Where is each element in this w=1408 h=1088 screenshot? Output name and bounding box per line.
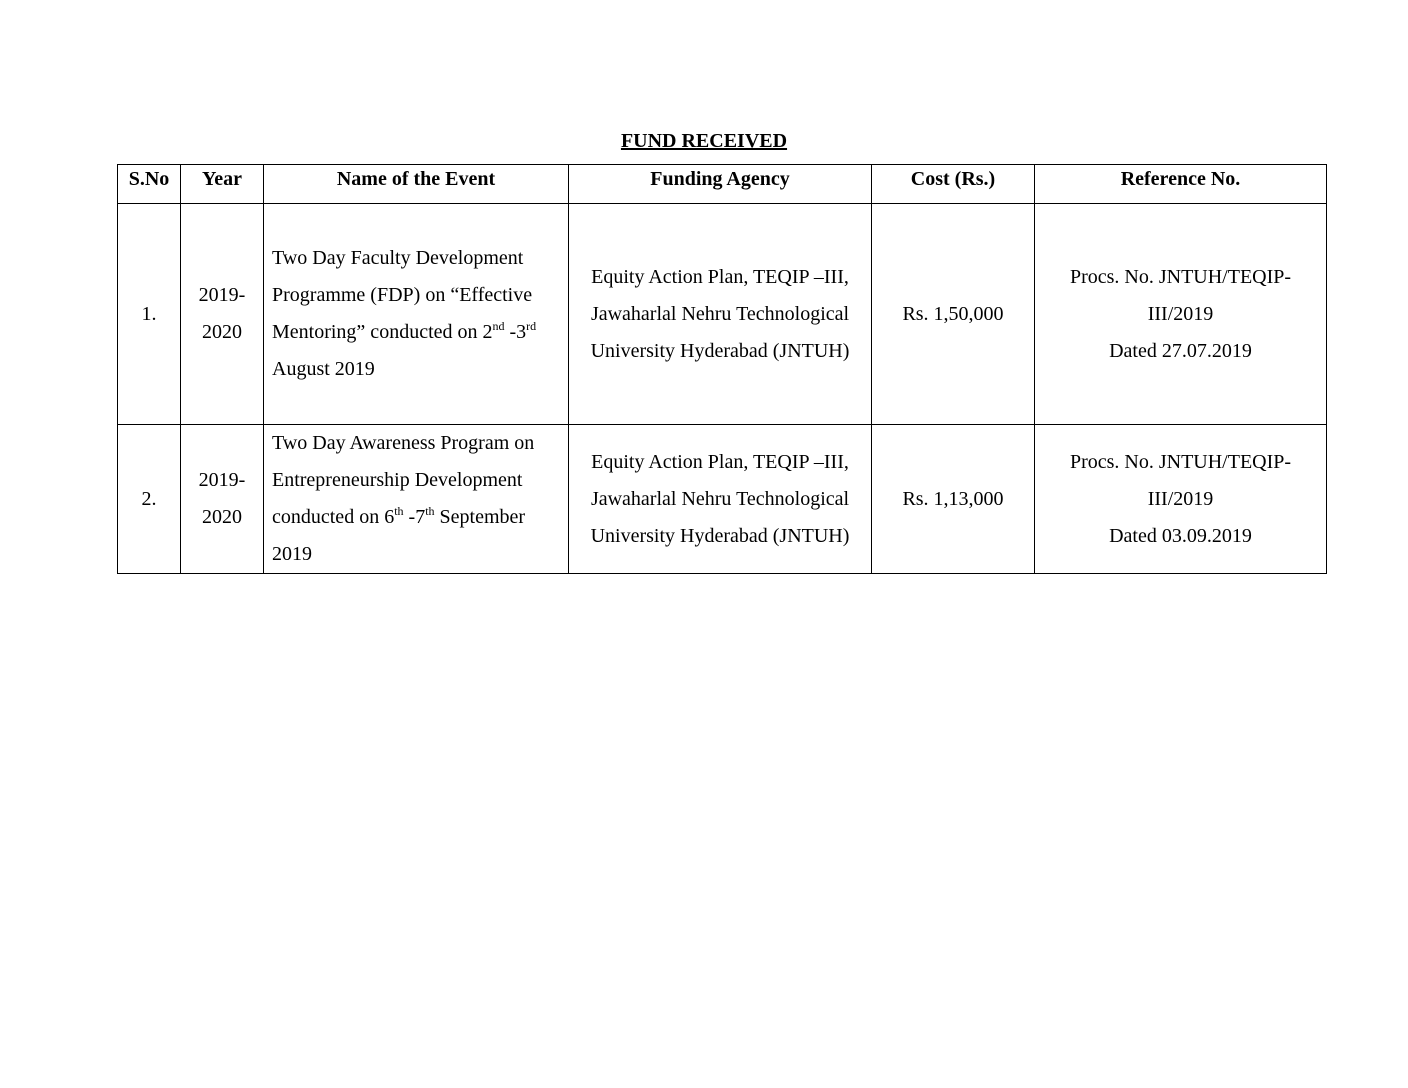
cell-year xyxy=(181,425,264,574)
year-line: 2019- xyxy=(198,469,246,491)
table-row xyxy=(118,425,1327,574)
cell-event-name xyxy=(264,425,569,574)
table-row xyxy=(118,204,1327,425)
event-text: -7 xyxy=(403,506,426,528)
cell-sno: 2. xyxy=(118,425,181,574)
cell-event-name xyxy=(264,204,569,425)
cell-cost: Rs. 1,13,000 xyxy=(872,425,1035,574)
reference-line: Procs. No. JNTUH/TEQIP- xyxy=(1069,450,1292,473)
event-text: Two Day Awareness Program on Entrepreneurship Development conducted on 6 xyxy=(272,432,535,528)
reference-line: III/2019 xyxy=(1147,487,1214,510)
agency-line: Jawaharlal Nehru Technological xyxy=(590,487,850,510)
cell-cost: Rs. 1,50,000 xyxy=(872,204,1035,425)
event-text: -3 xyxy=(504,321,527,343)
cell-reference-no xyxy=(1035,204,1327,425)
header-funding-agency: Funding Agency xyxy=(569,165,872,204)
year-line: 2020 xyxy=(202,506,242,528)
cell-sno: 1. xyxy=(118,204,181,425)
agency-line: Equity Action Plan, TEQIP –III, xyxy=(591,265,849,288)
event-sup: th xyxy=(394,504,404,518)
header-cost: Cost (Rs.) xyxy=(872,165,1035,204)
agency-line: Jawaharlal Nehru Technological xyxy=(590,302,850,325)
header-reference-no: Reference No. xyxy=(1035,165,1327,204)
event-sup: nd xyxy=(492,319,505,333)
year-line: 2019- xyxy=(198,284,246,306)
cell-funding-agency xyxy=(569,204,872,425)
event-sup: th xyxy=(425,504,435,518)
event-text: September 2019 xyxy=(272,506,526,565)
header-event-name: Name of the Event xyxy=(264,165,569,204)
table-header-row xyxy=(118,165,1327,204)
header-year: Year xyxy=(181,165,264,204)
year-line: 2020 xyxy=(202,321,242,343)
fund-received-table xyxy=(117,164,1327,574)
reference-line: Dated 03.09.2019 xyxy=(1109,524,1252,547)
header-sno: S.No xyxy=(118,165,181,204)
event-text: August 2019 xyxy=(272,358,375,380)
event-sup: rd xyxy=(526,319,537,333)
event-text: Two Day Faculty Development Programme (FDP) on “Effective Mentoring” conducted on 2 xyxy=(272,247,533,343)
agency-line: Equity Action Plan, TEQIP –III, xyxy=(591,450,849,473)
cell-reference-no xyxy=(1035,425,1327,574)
agency-line: University Hyderabad (JNTUH) xyxy=(590,339,850,362)
cell-year xyxy=(181,204,264,425)
document-title: FUND RECEIVED xyxy=(620,130,788,152)
reference-line: Dated 27.07.2019 xyxy=(1109,339,1252,362)
reference-line: III/2019 xyxy=(1147,302,1214,325)
cell-funding-agency xyxy=(569,425,872,574)
reference-line: Procs. No. JNTUH/TEQIP- xyxy=(1069,265,1292,288)
agency-line: University Hyderabad (JNTUH) xyxy=(590,524,850,547)
